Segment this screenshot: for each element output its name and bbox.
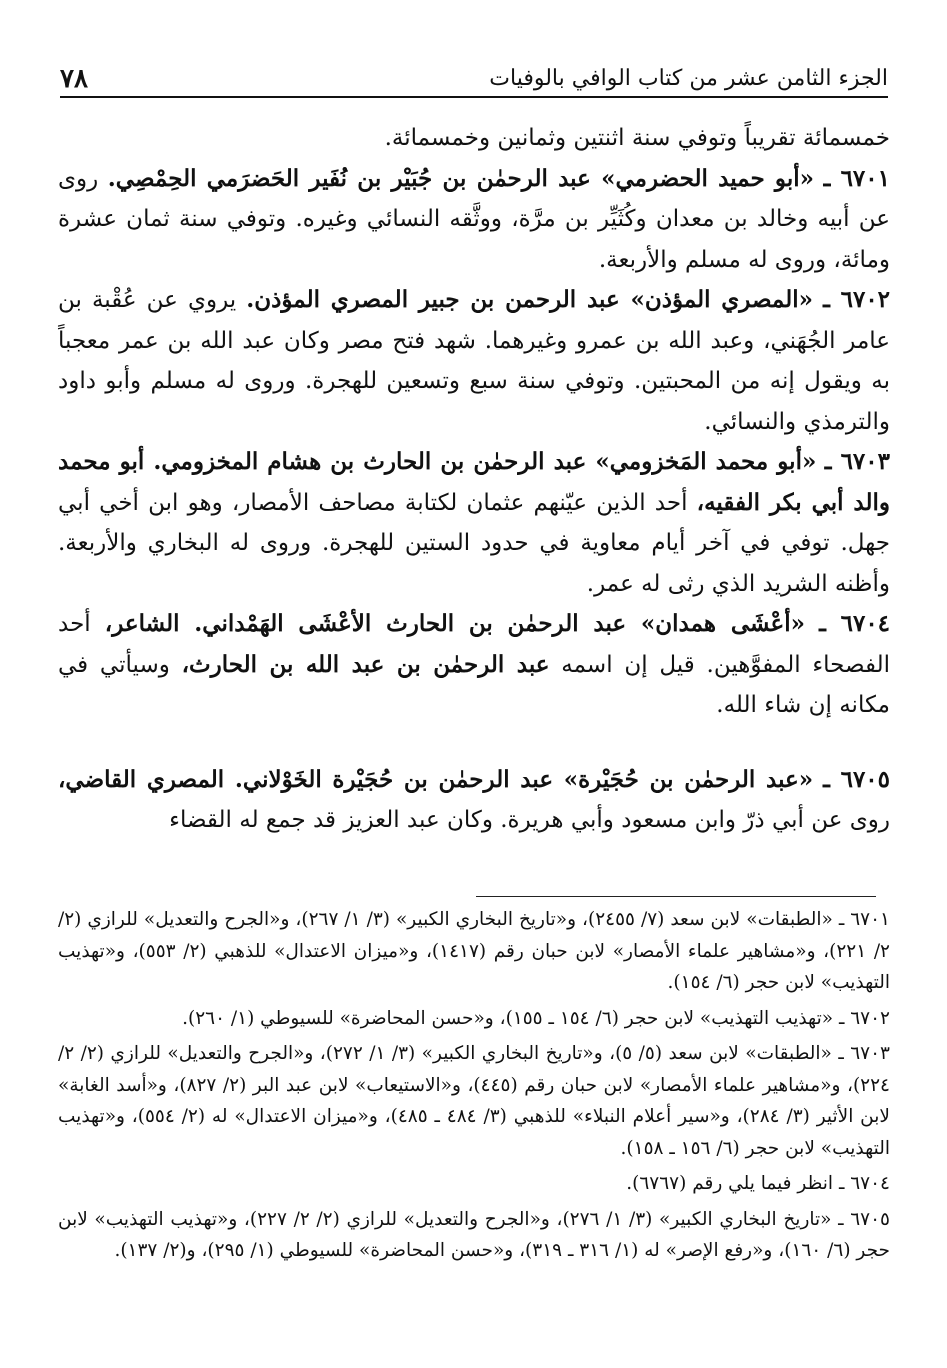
entry-heading: «أبو حميد الحضرمي» عبد الرحمٰن بن جُبَيْر بن نُفَير الحَضرَمي الحِمْصِي. — [107, 164, 814, 192]
entry-text: أحد الفصحاء المفوَّهين. قيل إن اسمه — [58, 611, 891, 678]
footnote-text: «تهذيب التهذيب» لابن حجر (٦/ ١٥٤ ـ ١٥٥)، و«حسن المحاضرة» للسيوطي (١/ ٢٦٠). — [182, 1007, 834, 1029]
entry-number: ٦٧٠١ ـ — [823, 164, 890, 192]
entry-6701 — [58, 159, 890, 281]
page-number: ٧٨ — [60, 64, 88, 94]
entry-text: روى عن أبي ذرّ وابن مسعود وأبي هريرة. وكان عبد العزيز قد جمع له القضاء — [169, 807, 890, 833]
entry-heading: «أبو محمد المَخزومي» عبد الرحمٰن بن الحارث بن هشام المخزومي. أبو محمد والد أبي بكر الفقيه، — [58, 448, 891, 516]
footnote-6702 — [58, 1003, 890, 1035]
entry-number: ٦٧٠٤ ـ — [819, 610, 891, 637]
footnote-6701 — [58, 904, 890, 999]
intro-paragraph: خمسمائة تقريباً وتوفي سنة اثنتين وثمانين وخمسمائة. — [384, 125, 890, 151]
entry-bold-name: عبد الرحمٰن بن عبد الله بن الحارث، — [181, 650, 550, 678]
footnote-number: ٦٧٠٢ ـ — [838, 1007, 890, 1029]
footnote-6705 — [58, 1204, 890, 1267]
footnote-number: ٦٧٠٥ ـ — [838, 1208, 890, 1230]
footnote-separator — [476, 896, 876, 897]
footnote-number: ٦٧٠٤ ـ — [838, 1173, 890, 1194]
entry-heading: «المصري المؤذن» عبد الرحمن بن جبير المصري المؤذن. — [246, 286, 814, 313]
footnotes — [58, 904, 890, 1271]
entry-text: روى عن أبيه وخالد بن معدان وكُثَيِّر بن مرَّة، ووثَّقه النسائي وغيره. وتوفي سنة ثمان عشرة ومائة، وروى له مسلم والأربعة. — [58, 165, 890, 273]
footnote-text: «الطبقات» لابن سعد (٧/ ٢٤٥٥)، و«تاريخ البخاري الكبير» (٣/ ١/ ٢٦٧)، و«الجرح والتعديل» للرازي (٢/ ٢/ ٢٢١)، و«مشاهير علماء الأمصار» لابن حبان رقم (١٤١٧)، و«ميزان الاعتدال» للذهبي (٢/ ٥٥٣)، و«تهذيب التهذيب» لابن حجر (٦/ ١٥٤). — [58, 909, 890, 993]
running-title: الجزء الثامن عشر من كتاب الوافي بالوفيات — [489, 66, 888, 91]
footnote-text: «الطبقات» لابن سعد (٥/ ٥)، و«تاريخ البخاري الكبير» (٣/ ١/ ٢٧٢)، و«الجرح والتعديل» للرازي (٢/ ٢/ ٢٢٤)، و«مشاهير علماء الأمصار» لابن حبان رقم (٤٤٥)، و«الاستيعاب» لابن عبد البر (٢/ ٨٢٧)، و«أسد الغابة» لابن الأثير (٣/ ٢٨٤)، و«سير أعلام النبلاء» للذهبي (٣/ ٤٨٤ ـ ٤٨٥)، و«ميزان الاعتدال» له (٢/ ٥٥٤)، و«تهذيب التهذيب» لابن حجر (٦/ ١٥٦ ـ ١٥٨). — [58, 1043, 890, 1159]
footnote-number: ٦٧٠٣ ـ — [838, 1043, 890, 1064]
entry-6705 — [58, 760, 890, 841]
entry-heading: «عبد الرحمٰن بن حُجَيْرة» عبد الرحمٰن بن حُجَيْرة الخَوْلاني. المصري القاضي، — [58, 765, 814, 793]
main-text — [58, 118, 890, 841]
footnote-number: ٦٧٠١ ـ — [838, 909, 890, 930]
footnote-text: «تاريخ البخاري الكبير» (٣/ ١/ ٢٧٦)، و«الجرح والتعديل» للرازي (٢/ ٢/ ٢٢٧)، و«تهذيب التهذيب» لابن حجر (٦/ ١٦٠)، و«رفع الإصر» له (١/ ٣١٦ ـ ٣١٩)، و«حسن المحاضرة» للسيوطي (١/ ٢٩٥)، و(٢/ ١٣٧). — [58, 1208, 890, 1261]
footnote-6704 — [58, 1168, 890, 1200]
footnote-6703 — [58, 1038, 890, 1164]
entry-text: أحد الذين عيّنهم عثمان لكتابة مصاحف الأمصار، وهو ابن أخي أبي جهل. توفي في آخر أيام معاوية في حدود الستين للهجرة. وروى له البخاري والأربعة. وأظنه الشريد الذي رثى له عمر. — [58, 489, 890, 597]
entry-6703 — [58, 442, 890, 604]
entry-number: ٦٧٠٥ ـ — [823, 765, 891, 793]
entry-number: ٦٧٠٣ ـ — [824, 448, 890, 475]
entry-text: يروي عن عُقْبة بن عامر الجُهَني، وعبد الله بن عمرو وغيرهما. شهد فتح مصر وكان عبد الله بن عمر معجباً به ويقول إنه من المحبتين. وتوفي سنة سبع وتسعين للهجرة. وروى له مسلم وأبو داود والترمذي والنسائي. — [58, 287, 890, 435]
entry-text-tail: وسيأتي في مكانه إن شاء الله. — [58, 651, 890, 718]
footnote-text: انظر فيما يلي رقم (٦٧٦٧). — [626, 1173, 834, 1194]
entry-number: ٦٧٠٢ ـ — [823, 286, 891, 313]
entry-6704 — [58, 604, 890, 726]
entry-heading: «أعْشَى همدان» عبد الرحمٰن بن الحارث الأعْشَى الهَمْداني. الشاعر، — [104, 610, 806, 637]
entry-6702 — [58, 280, 890, 442]
header-rule — [60, 96, 888, 98]
running-header — [60, 56, 888, 96]
